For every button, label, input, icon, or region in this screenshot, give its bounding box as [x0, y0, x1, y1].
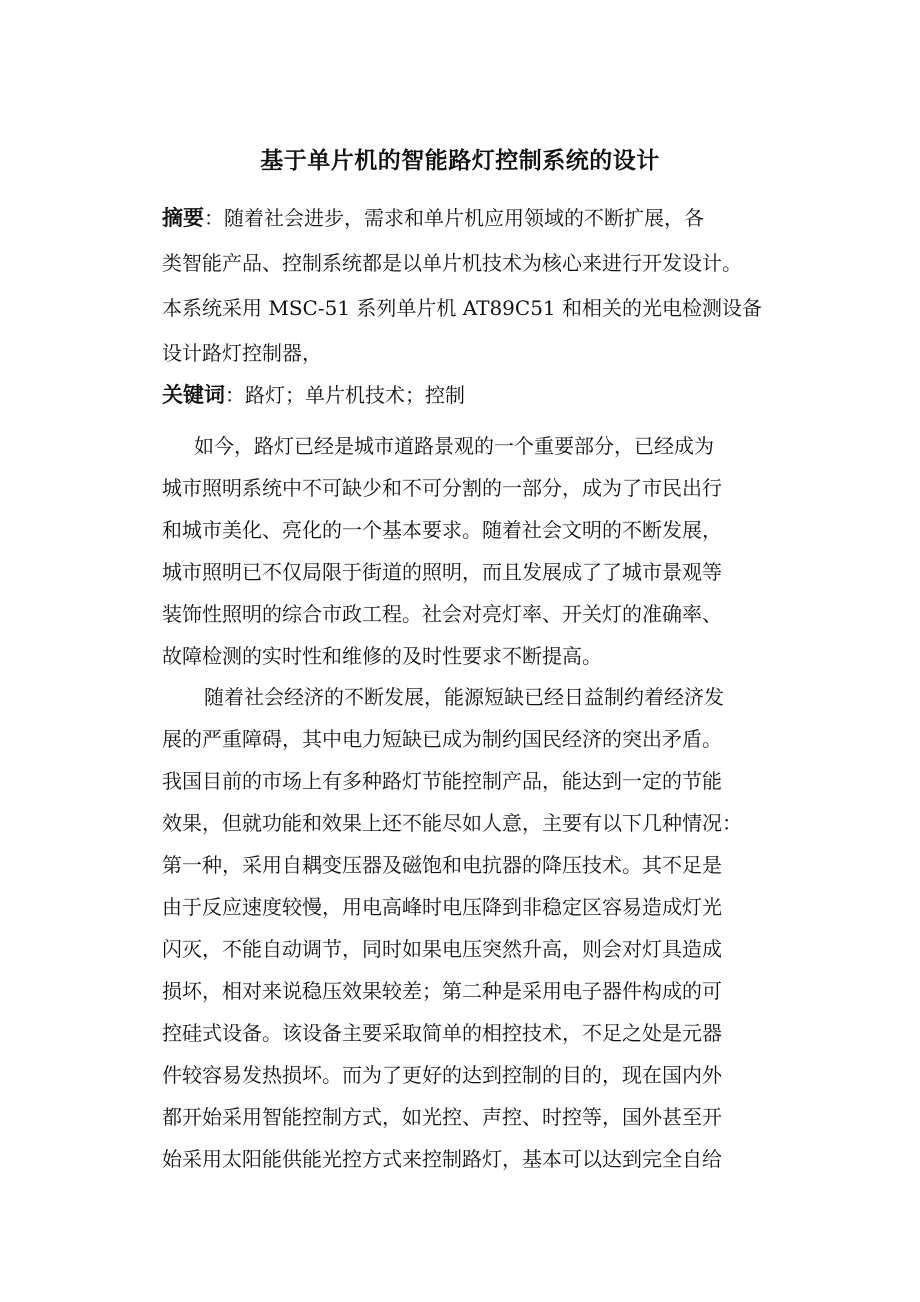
- paragraph-line: 如今，路灯已经是城市道路景观的一个重要部分，已经成为: [194, 434, 714, 458]
- paragraph-line: 城市照明系统中不可缺少和不可分割的一部分，成为了市民出行: [162, 476, 722, 500]
- paragraph-line: 展的严重障碍，其中电力短缺已成为制约国民经济的突出矛盾。: [162, 727, 722, 751]
- document-title: 基于单片机的智能路灯控制系统的设计: [260, 147, 660, 174]
- paragraph-line: 闪灭，不能自动调节，同时如果电压突然升高，则会对灯具造成: [162, 937, 722, 961]
- abstract-label: 摘要: [162, 205, 204, 230]
- paragraph-line: 效果，但就功能和效果上还不能尽如人意，主要有以下几种情况：: [162, 811, 742, 835]
- paragraph-line: 装饰性照明的综合市政工程。社会对亮灯率、开关灯的准确率、: [162, 602, 722, 626]
- abstract-section: [162, 195, 782, 376]
- paragraph-line: 故障检测的实时性和维修的及时性要求不断提高。: [162, 644, 602, 668]
- body-paragraph-1: [162, 425, 782, 677]
- paragraph-line: 都开始采用智能控制方式，如光控、声控、时控等，国外甚至开: [162, 1105, 722, 1129]
- abstract-line-1: [162, 195, 782, 241]
- paragraph-line: 控硅式设备。该设备主要采取简单的相控技术，不足之处是元器: [162, 1021, 722, 1045]
- paragraph-line: 始采用太阳能供能光控方式来控制路灯，基本可以达到完全自给: [162, 1147, 722, 1171]
- abstract-line-3: 本系统采用 MSC-51 系列单片机 AT89C51 和相关的光电检测设备: [162, 296, 763, 320]
- keywords-text: ：路灯；单片机技术；控制: [225, 383, 465, 407]
- abstract-line-4: 设计路灯控制器，: [162, 341, 322, 365]
- keywords-label: 关键词: [162, 382, 225, 407]
- paragraph-line: 随着社会经济的不断发展，能源短缺已经日益制约着经济发: [204, 685, 724, 709]
- abstract-line-2: 类智能产品、控制系统都是以单片机技术为核心来进行开发设计。: [162, 251, 742, 275]
- keywords-section: [162, 374, 782, 416]
- body-paragraph-2: [162, 676, 782, 1180]
- paragraph-line: 我国目前的市场上有多种路灯节能控制产品，能达到一定的节能: [162, 769, 722, 793]
- paragraph-line: 第一种，采用自耦变压器及磁饱和电抗器的降压技术。其不足是: [162, 853, 722, 877]
- keywords-line: [162, 374, 782, 416]
- paragraph-line: 由于反应速度较慢，用电高峰时电压降到非稳定区容易造成灯光: [162, 895, 722, 919]
- abstract-text: ：随着社会进步，需求和单片机应用领域的不断扩展，各: [204, 206, 704, 230]
- paragraph-line: 和城市美化、亮化的一个基本要求。随着社会文明的不断发展，: [162, 518, 722, 542]
- paragraph-line: 件较容易发热损坏。而为了更好的达到控制的目的，现在国内外: [162, 1063, 722, 1087]
- paragraph-line: 损坏，相对来说稳压效果较差；第二种是采用电子器件构成的可: [162, 979, 722, 1003]
- paragraph-line: 城市照明已不仅局限于街道的照明，而且发展成了了城市景观等: [162, 560, 722, 584]
